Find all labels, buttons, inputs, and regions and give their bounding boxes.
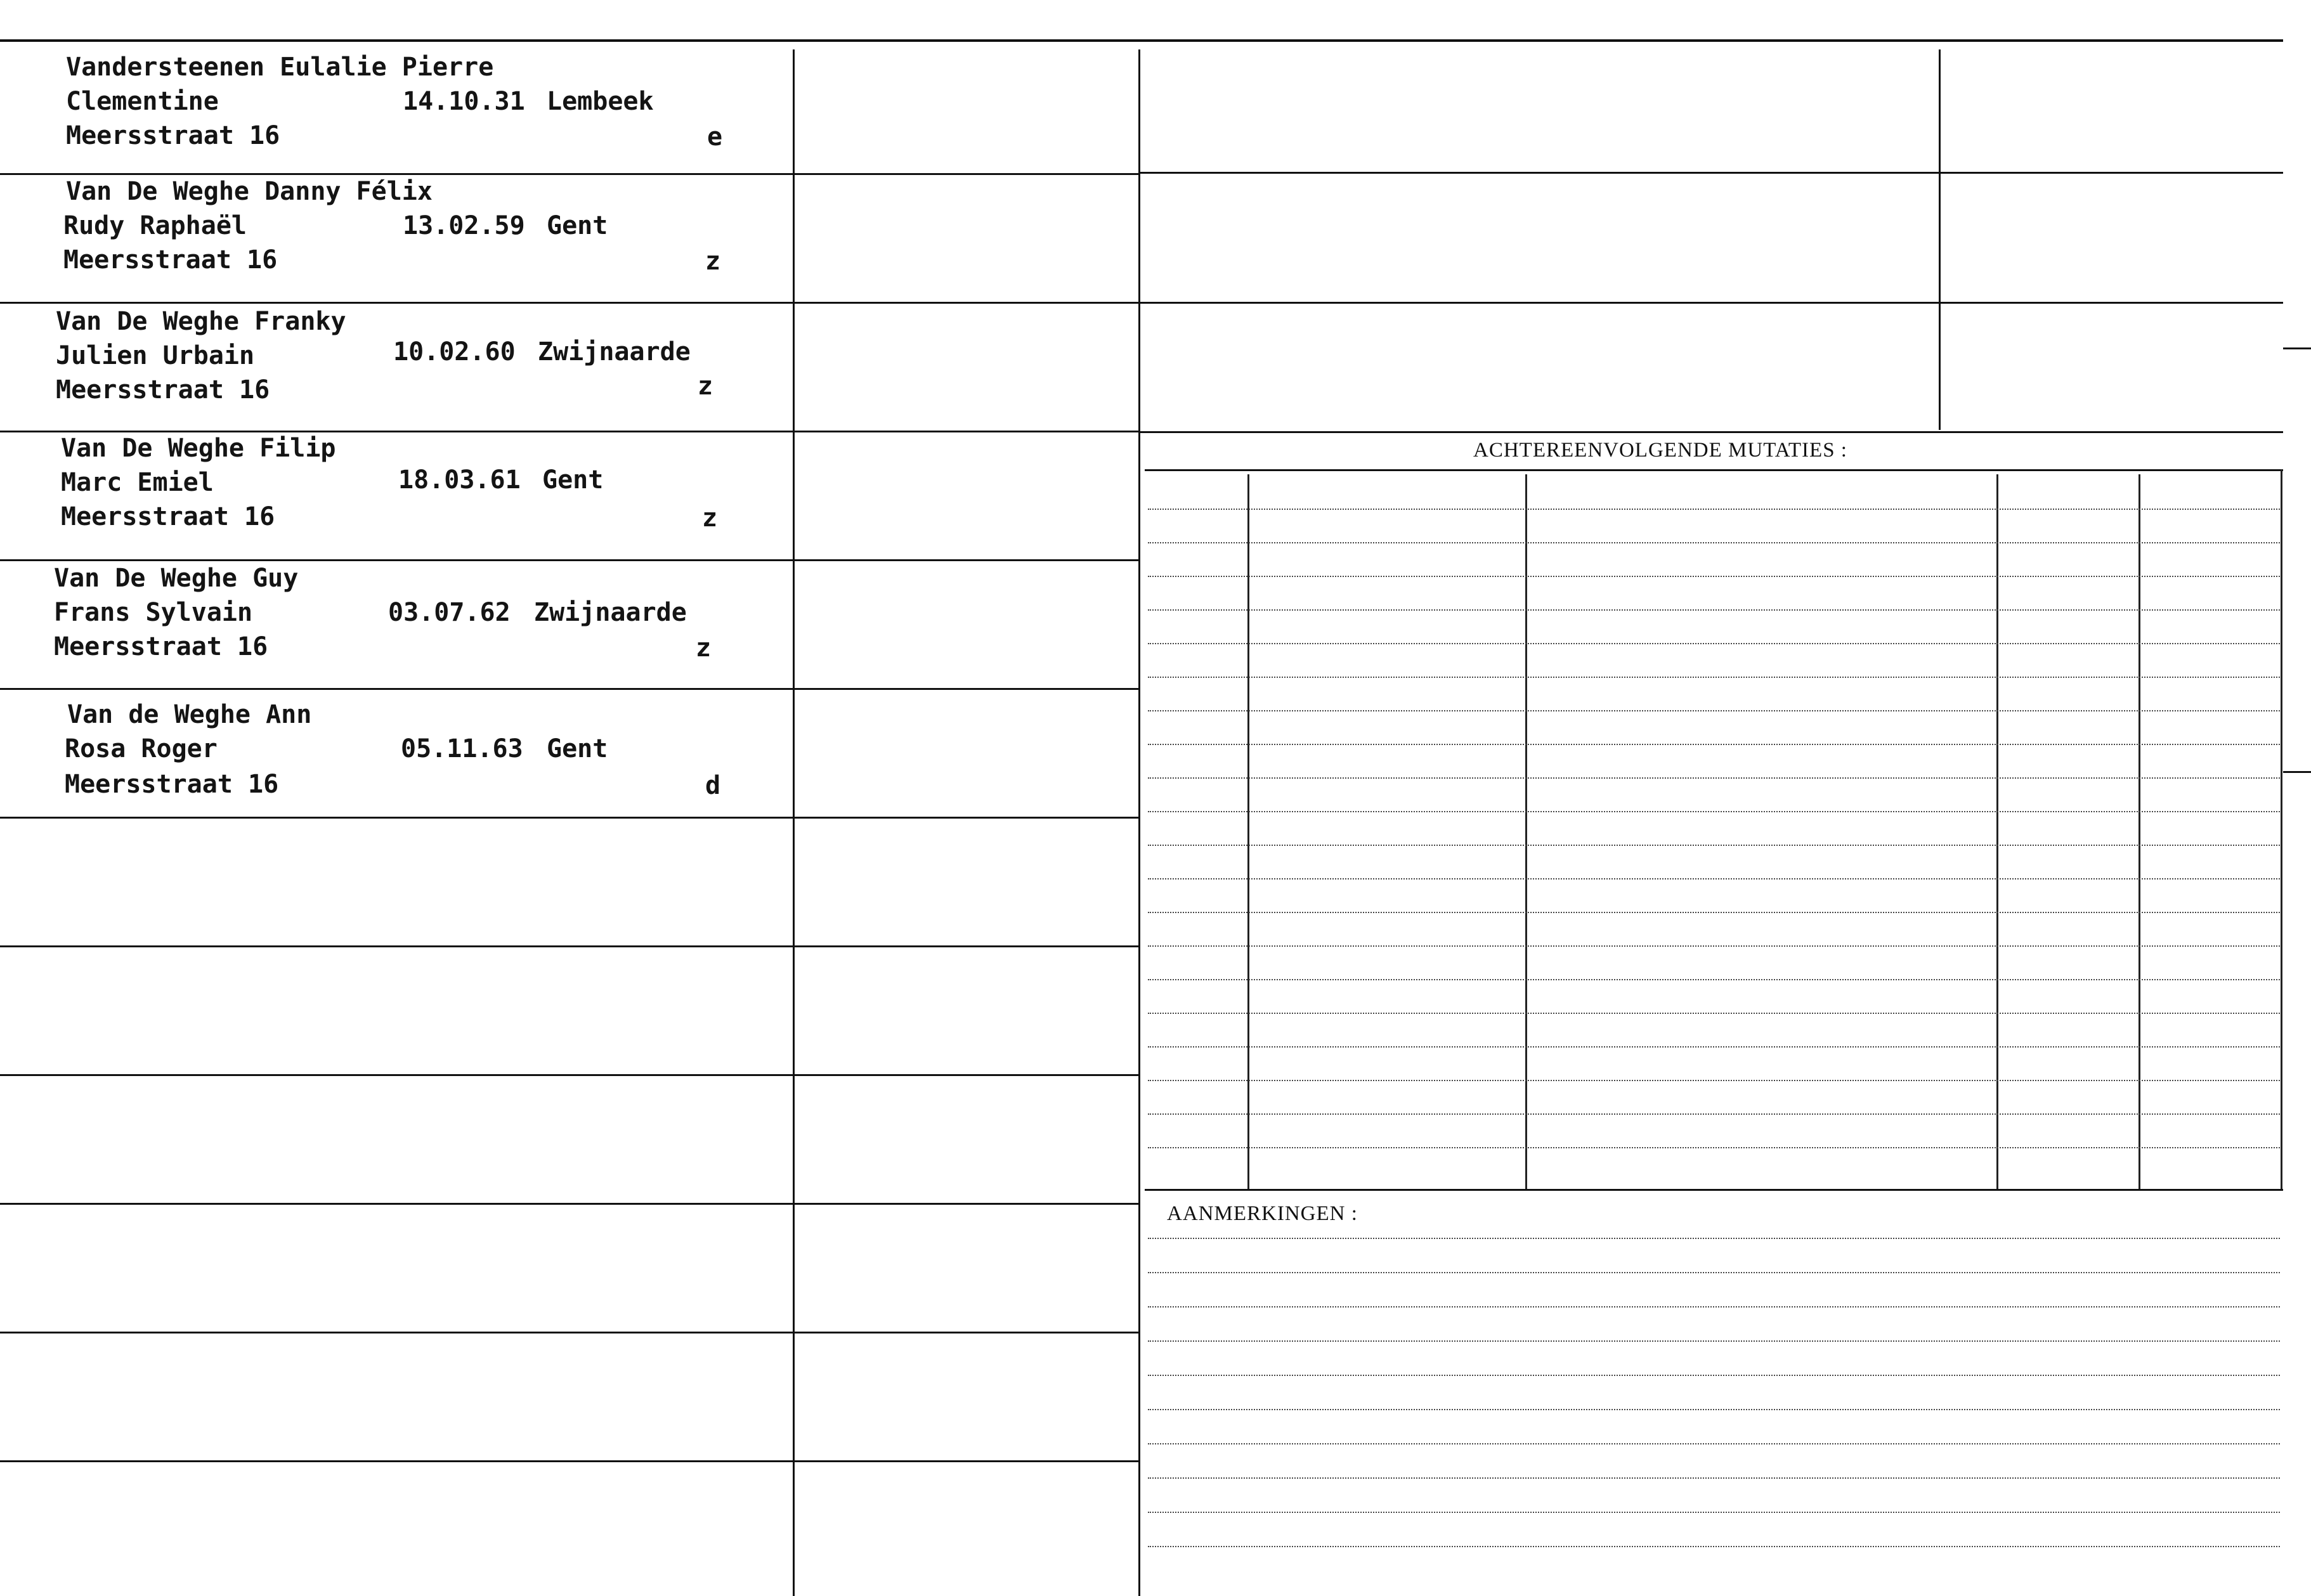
entry-middle-names: Clementine — [66, 87, 219, 116]
mutations-col-divider — [1525, 474, 1527, 1191]
entry-address: Meersstraat 16 — [65, 770, 279, 799]
entry-code: d — [705, 771, 721, 800]
entry-middle-names: Rudy Raphaël — [63, 211, 247, 240]
ruled-line — [1148, 945, 2280, 947]
ruled-line — [1148, 1546, 2280, 1547]
entry-middle-names: Julien Urbain — [56, 341, 255, 370]
registry-entry — [0, 303, 793, 430]
entry-address: Meersstraat 16 — [66, 121, 280, 150]
edge-mark — [2283, 771, 2311, 773]
ruled-line — [1148, 1375, 2280, 1376]
ruled-line — [1148, 1080, 2280, 1081]
entry-middle-names: Rosa Roger — [65, 734, 218, 763]
row-separator — [0, 1460, 1140, 1462]
entry-middle-names: Frans Sylvain — [54, 598, 253, 627]
entry-birth-place: Gent — [547, 211, 608, 240]
ruled-line — [1148, 1272, 2280, 1273]
top-right-separator — [1138, 302, 2283, 304]
ruled-line — [1148, 912, 2280, 913]
ruled-line — [1148, 1512, 2280, 1513]
entry-name: Van De Weghe Guy — [54, 564, 299, 593]
entry-address: Meersstraat 16 — [63, 245, 278, 275]
entry-address: Meersstraat 16 — [54, 632, 268, 661]
ruled-line — [1148, 643, 2280, 644]
entry-name: Vandersteenen Eulalie Pierre — [66, 53, 494, 82]
registry-entry — [0, 561, 793, 688]
row-separator — [0, 1203, 1140, 1205]
entry-name: Van De Weghe Danny Félix — [66, 177, 433, 206]
mutations-col-divider — [2138, 474, 2140, 1191]
ruled-line — [1148, 710, 2280, 711]
ruled-line — [1148, 542, 2280, 543]
column-divider-center — [1138, 49, 1140, 1596]
entry-code: z — [702, 503, 718, 533]
entry-birth-date: 14.10.31 — [403, 87, 525, 116]
entry-birth-place: Lembeek — [547, 87, 654, 116]
entry-birth-place: Zwijnaarde — [538, 337, 691, 367]
registry-entry — [0, 48, 793, 174]
ruled-line — [1148, 777, 2280, 779]
mutations-table-bottom — [1145, 1189, 2283, 1191]
entry-code: z — [698, 372, 713, 401]
mutations-heading: ACHTEREENVOLGENDE MUTATIES : — [1473, 439, 1847, 462]
entry-name: Van De Weghe Filip — [61, 434, 336, 463]
remarks-heading: AANMERKINGEN : — [1167, 1202, 1358, 1225]
ruled-line — [1148, 811, 2280, 812]
entry-code: z — [696, 633, 712, 663]
ruled-line — [1148, 677, 2280, 678]
row-separator — [0, 945, 1140, 947]
ruled-line — [1148, 1443, 2280, 1444]
entry-birth-date: 03.07.62 — [388, 598, 511, 627]
row-separator — [0, 688, 1140, 690]
mutations-table-top — [1145, 469, 2283, 471]
ruled-line — [1148, 1113, 2280, 1115]
edge-mark — [2283, 347, 2311, 349]
registry-entry — [0, 174, 793, 301]
row-separator — [0, 1332, 1140, 1333]
ruled-line — [1148, 979, 2280, 980]
entry-middle-names: Marc Emiel — [61, 468, 214, 497]
entry-code: z — [705, 247, 721, 276]
entry-birth-date: 05.11.63 — [401, 734, 523, 763]
mutations-table-right — [2281, 469, 2282, 1191]
column-divider-top-right — [1939, 49, 1941, 430]
ruled-line — [1148, 1409, 2280, 1410]
mutations-col-divider — [1247, 474, 1249, 1191]
mutations-col-divider — [1996, 474, 1998, 1191]
entry-name: Van De Weghe Franky — [56, 307, 346, 336]
ruled-line — [1148, 576, 2280, 577]
ruled-line — [1148, 878, 2280, 879]
row-separator — [0, 1074, 1140, 1076]
top-right-separator — [1138, 431, 2283, 433]
ruled-line — [1148, 1306, 2280, 1307]
top-right-separator — [1138, 172, 2283, 174]
entry-birth-date: 13.02.59 — [403, 211, 525, 240]
entry-birth-place: Gent — [547, 734, 608, 763]
ruled-line — [1148, 1046, 2280, 1048]
ruled-line — [1148, 1238, 2280, 1239]
ruled-line — [1148, 744, 2280, 745]
top-border — [0, 39, 2283, 42]
entry-code: e — [707, 122, 723, 152]
ruled-line — [1148, 1013, 2280, 1014]
ruled-line — [1148, 1147, 2280, 1148]
entry-birth-place: Gent — [542, 465, 604, 495]
registry-entry — [0, 697, 793, 824]
ruled-line — [1148, 509, 2280, 510]
ruled-line — [1148, 1340, 2280, 1342]
entry-address: Meersstraat 16 — [61, 502, 275, 531]
entry-birth-date: 18.03.61 — [398, 465, 521, 495]
registry-entry — [0, 431, 793, 558]
entry-birth-date: 10.02.60 — [393, 337, 516, 367]
ruled-line — [1148, 1477, 2280, 1479]
ruled-line — [1148, 609, 2280, 611]
column-divider-left — [793, 49, 795, 1596]
ruled-line — [1148, 845, 2280, 846]
entry-name: Van de Weghe Ann — [67, 700, 312, 729]
entry-address: Meersstraat 16 — [56, 375, 270, 405]
entry-birth-place: Zwijnaarde — [534, 598, 687, 627]
